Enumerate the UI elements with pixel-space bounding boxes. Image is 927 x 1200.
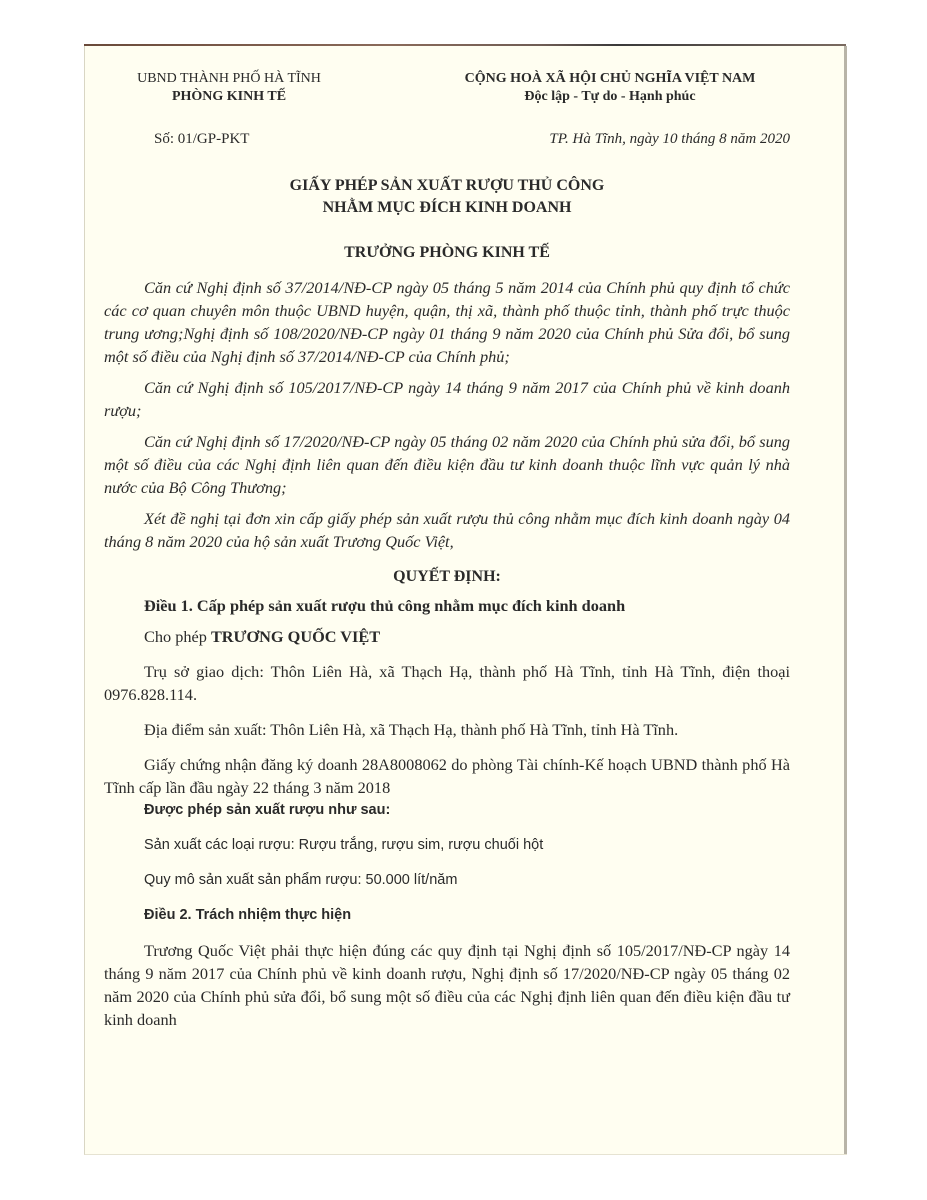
office-address: Trụ sở giao dịch: Thôn Liên Hà, xã Thạch Hạ, thành phố Hà Tĩnh, tỉnh Hà Tĩnh, điện thoại 0976.828.114.: [104, 662, 790, 704]
permit-holder-name: TRƯƠNG QUỐC VIỆT: [210, 627, 381, 646]
permit-line: [104, 625, 790, 648]
legal-basis-4: Xét đề nghị tại đơn xin cấp giấy phép sản xuất rượu thủ công nhằm mục đích kinh doanh ngày 04 tháng 8 năm 2020 của hộ sản xuất Trương Quốc Việt,: [104, 509, 790, 551]
issuer-title: TRƯỞNG PHÒNG KINH TẾ: [344, 244, 550, 261]
product-types: Sản xuất các loại rượu: Rượu trắng, rượu sim, rượu chuối hột: [144, 837, 544, 853]
title-line-1: GIẤY PHÉP SẢN XUẤT RƯỢU THỦ CÔNG: [289, 177, 605, 194]
national-motto: [430, 70, 790, 106]
title-line-2: NHẰM MỤC ĐÍCH KINH DOANH: [322, 199, 572, 216]
legal-basis-1: Căn cứ Nghị định số 37/2014/NĐ-CP ngày 05 tháng 5 năm 2014 của Chính phủ quy định tổ chức các cơ quan chuyên môn thuộc UBND huyện, quận, thị xã, thành phố thuộc tỉnh, thành phố trực thuộc trung ương;Nghị định số 108/2020/NĐ-CP ngày 01 tháng 9 năm 2020 của Chính phủ Sửa đổi, bổ sung một số điều của Nghị định số 37/2014/NĐ-CP của Chính phủ;: [104, 278, 790, 366]
production-scale: Quy mô sản xuất sản phẩm rượu: 50.000 lít/năm: [144, 872, 458, 888]
legal-basis-2: Căn cứ Nghị định số 105/2017/NĐ-CP ngày 14 tháng 9 năm 2017 của Chính phủ về kinh doanh rượu;: [104, 378, 790, 420]
business-registration: Giấy chứng nhận đăng ký doanh 28A8008062 do phòng Tài chính-Kế hoạch UBND thành phố Hà Tĩnh cấp lần đầu ngày 22 tháng 3 năm 2018: [104, 755, 790, 797]
document-content: [104, 70, 790, 1031]
document-title: [104, 175, 790, 219]
legal-basis-3: Căn cứ Nghị định số 17/2020/NĐ-CP ngày 05 tháng 02 năm 2020 của Chính phủ sửa đổi, bổ sung một số điều của các Nghị định liên quan đến điều kiện đầu tư kinh doanh thuộc lĩnh vực quản lý nhà nước của Bộ Công Thương;: [104, 432, 790, 497]
paper-right-edge: [844, 46, 847, 1154]
place-date: TP. Hà Tĩnh, ngày 10 tháng 8 năm 2020: [549, 131, 790, 147]
permit-prefix: Cho phép: [144, 627, 211, 646]
issuing-organization: [114, 70, 344, 106]
production-site: Địa điểm sản xuất: Thôn Liên Hà, xã Thạch Hạ, thành phố Hà Tĩnh, tỉnh Hà Tĩnh.: [144, 720, 679, 739]
org-line-1: UBND THÀNH PHỐ HÀ TĨNH: [137, 71, 321, 86]
nation-line-1: CỘNG HOÀ XÃ HỘI CHỦ NGHĨA VIỆT NAM: [464, 71, 756, 86]
org-line-2: PHÒNG KINH TẾ: [171, 89, 287, 104]
document-number: Số: 01/GP-PKT: [154, 131, 250, 147]
article-2: [104, 904, 790, 1031]
allowed-production-heading: Được phép sản xuất rượu như sau:: [144, 802, 391, 818]
article-1: [104, 594, 790, 892]
document-header: [104, 70, 790, 106]
legal-bases: [104, 276, 790, 553]
article-2-heading: Điều 2. Trách nhiệm thực hiện: [144, 907, 352, 923]
decision-heading: QUYẾT ĐỊNH:: [393, 568, 501, 585]
nation-line-2: Độc lập - Tự do - Hạnh phúc: [524, 89, 696, 104]
number-date-row: [104, 128, 790, 151]
article-2-body: Trương Quốc Việt phải thực hiện đúng các quy định tại Nghị định số 105/2017/NĐ-CP ngày 14 tháng 9 năm 2017 của Chính phủ về kinh doanh rượu, Nghị định số 17/2020/NĐ-CP ngày 05 tháng 02 năm 2020 của Chính phủ sửa đổi, bổ sung một số điều của các Nghị định liên quan đến điều kiện đầu tư kinh doanh: [104, 941, 790, 1029]
article-1-heading: Điều 1. Cấp phép sản xuất rượu thủ công nhằm mục đích kinh doanh: [144, 596, 626, 615]
